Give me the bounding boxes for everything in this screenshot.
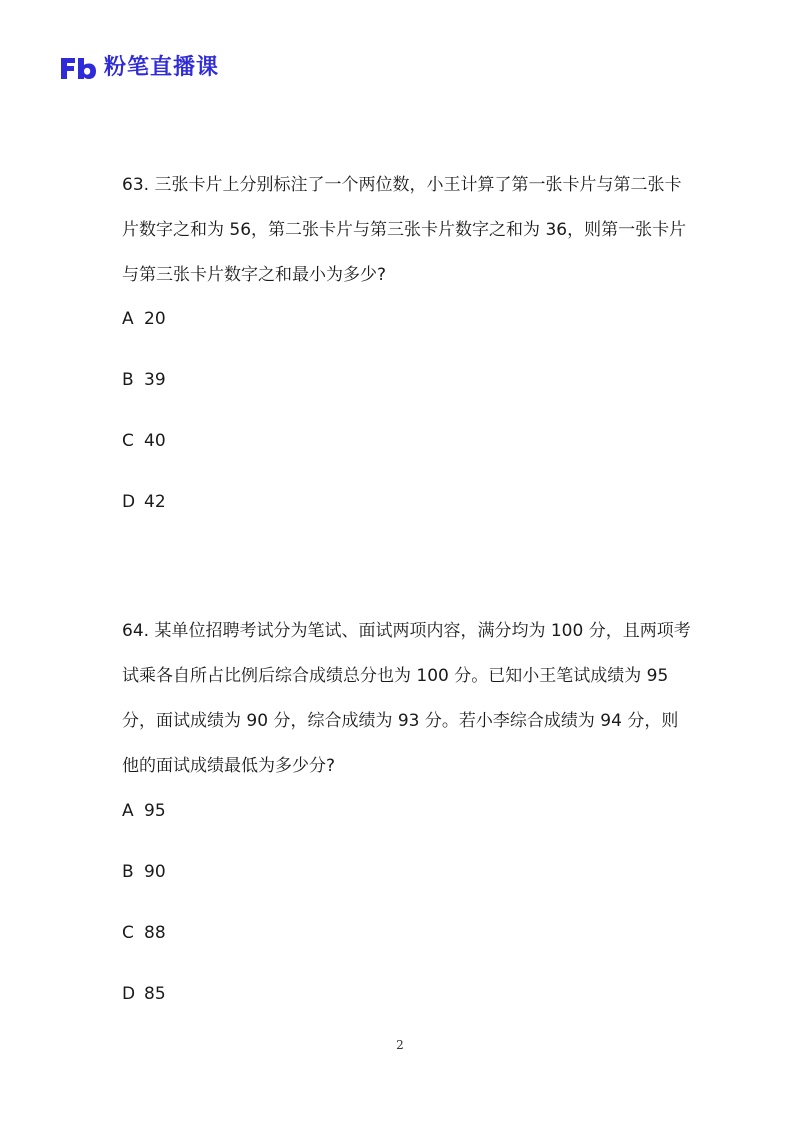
page-number: 2 — [396, 1038, 404, 1052]
option-letter: B — [122, 370, 134, 390]
fb-logo-icon — [58, 54, 98, 82]
option-d — [122, 979, 692, 1040]
option-value: 85 — [144, 984, 166, 1004]
option-value: 42 — [144, 492, 166, 512]
option-letter: B — [122, 862, 134, 882]
option-c — [122, 426, 692, 487]
option-a — [122, 304, 692, 365]
option-value: 95 — [144, 801, 166, 821]
option-value: 40 — [144, 431, 166, 451]
brand-header — [58, 52, 219, 84]
option-a — [122, 796, 692, 857]
option-value: 88 — [144, 923, 166, 943]
question-63 — [122, 163, 692, 548]
option-c — [122, 918, 692, 979]
option-value: 39 — [144, 370, 166, 390]
option-value: 20 — [144, 309, 166, 329]
option-d — [122, 487, 692, 548]
question-64 — [122, 609, 692, 1040]
option-b — [122, 857, 692, 918]
option-letter: C — [122, 923, 134, 943]
option-letter: D — [122, 492, 136, 512]
question-stem: 63. 三张卡片上分别标注了一个两位数，小王计算了第一张卡片与第二张卡片数字之和为 56，第二张卡片与第三张卡片数字之和为 36，则第一张卡片与第三张卡片数字之和最小为多少? — [122, 175, 687, 285]
option-list — [122, 304, 692, 548]
option-b — [122, 365, 692, 426]
option-letter: A — [122, 801, 134, 821]
question-stem: 64. 某单位招聘考试分为笔试、面试两项内容，满分均为 100 分，且两项考试乘各自所占比例后综合成绩总分也为 100 分。已知小王笔试成绩为 95 分，面试成绩为 90 分，综合成绩为 93 分。若小李综合成绩为 94 分，则他的面试成绩最低为多少分? — [122, 621, 691, 776]
option-letter: C — [122, 431, 134, 451]
option-letter: A — [122, 309, 134, 329]
brand-name: 粉笔直播课 — [104, 55, 220, 80]
option-letter: D — [122, 984, 136, 1004]
option-value: 90 — [144, 862, 166, 882]
option-list — [122, 796, 692, 1040]
